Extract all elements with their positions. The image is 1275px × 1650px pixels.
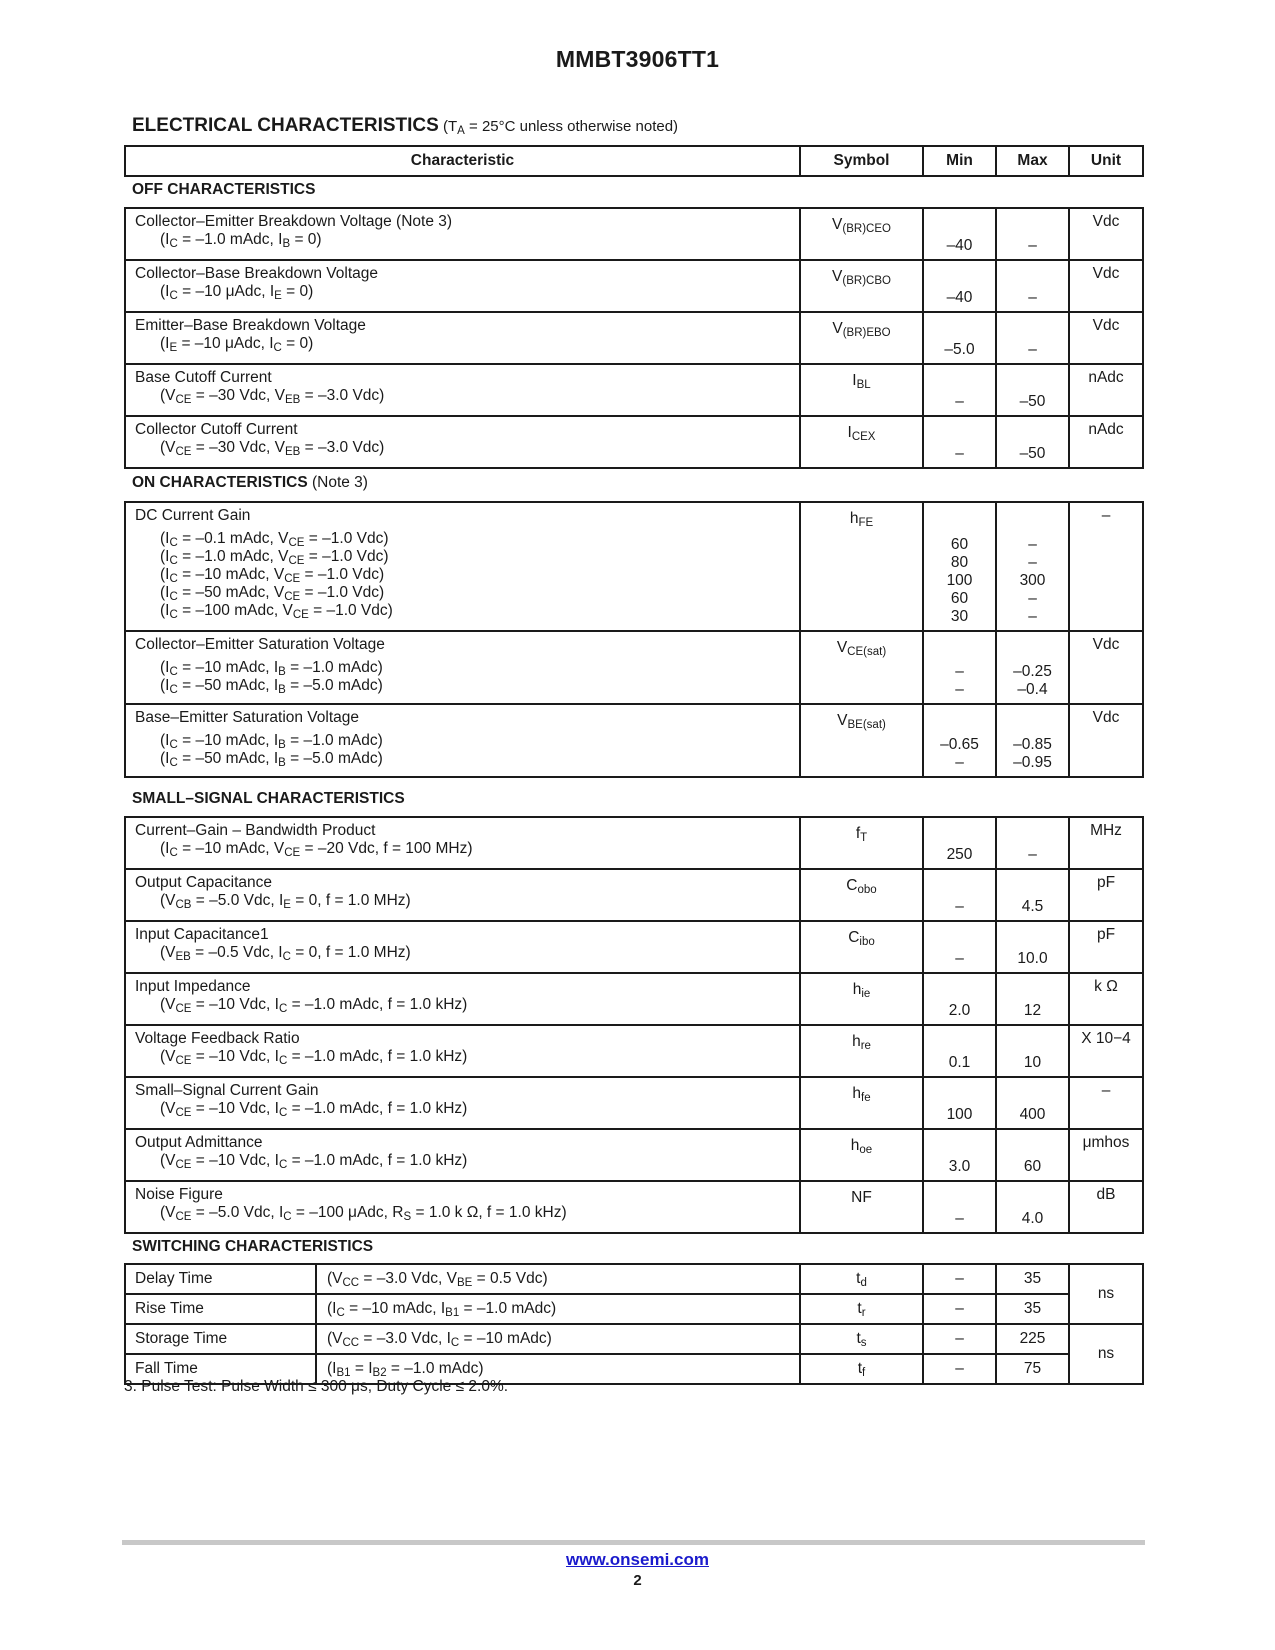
min-cell: – [923,1181,996,1233]
switching-condition-cell: ($I_C = -10$ mAdc, $I_{B1} = -1.0$ mAdc) [316,1294,800,1324]
symbol-cell: $h_{FE}$ [800,502,923,631]
electrical-characteristics-heading [132,115,678,137]
characteristic-cell: Collector Cutoff Current ($V_{CE} = -30$ Vdc, $V_{EB} = -3.0$ Vdc) [125,416,800,468]
characteristic-cell: DC Current Gain ($I_C = -0.1$ mAdc, $V_{CE} = -1.0$ Vdc) ($I_C = -1.0$ mAdc, $V_{CE} = -1.0$ Vdc) ($I_C = -10$ mAdc, $V_{CE} = -1.0$ Vdc) ($I_C = -50$ mAdc, $V_{CE} = -1.0$ Vdc) ($I_C = -100$ mAdc, $V_{CE} = -1.0$ Vdc) [125,502,800,631]
symbol-cell: $I_{CEX}$ [800,416,923,468]
footer-divider [122,1540,1145,1545]
switching-condition-cell: ($V_{CC} = -3.0$ Vdc, $V_{BE} = 0.5$ Vdc) [316,1264,800,1294]
switching-table [124,1263,1144,1385]
table-row [125,1025,1143,1077]
min-cell: – [923,1324,996,1354]
switching-name-cell: Storage Time [125,1324,316,1354]
min-cell: – [923,416,996,468]
unit-cell: – [1069,1077,1143,1129]
page-number: 2 [633,1572,642,1589]
unit-cell: dB [1069,1181,1143,1233]
symbol-cell: $f_T$ [800,817,923,869]
symbol-cell: $t_f$ [800,1354,923,1384]
unit-cell: Vdc [1069,704,1143,777]
max-cell: 75 [996,1354,1069,1384]
symbol-cell: $h_{fe}$ [800,1077,923,1129]
table-row [125,364,1143,416]
symbol-cell: $V_{BE(sat)}$ [800,704,923,777]
min-cell: 250 [923,817,996,869]
section-label-small-signal: SMALL–SIGNAL CHARACTERISTICS [132,790,405,807]
max-cell: 35 [996,1264,1069,1294]
document-title: MMBT3906TT1 [555,46,720,72]
max-cell: 12 [996,973,1069,1025]
symbol-cell: $V_{CE(sat)}$ [800,631,923,704]
symbol-cell: NF [800,1181,923,1233]
unit-cell: pF [1069,921,1143,973]
characteristic-cell: Voltage Feedback Ratio ($V_{CE} = -10$ Vdc, $I_C = -1.0$ mAdc, f = 1.0 kHz) [125,1025,800,1077]
symbol-cell: $h_{re}$ [800,1025,923,1077]
section-label-on: ON CHARACTERISTICS (Note 3) [132,474,368,491]
column-header-symbol: Symbol [800,146,923,176]
min-cell: 60 80 100 60 30 [923,502,996,631]
characteristic-cell: Small–Signal Current Gain ($V_{CE} = -10$ Vdc, $I_C = -1.0$ mAdc, f = 1.0 kHz) [125,1077,800,1129]
unit-cell: Vdc [1069,260,1143,312]
unit-cell: ns [1069,1324,1143,1384]
min-cell: –0.65 – [923,704,996,777]
table-row [125,704,1143,777]
min-cell: 3.0 [923,1129,996,1181]
characteristic-cell: Base–Emitter Saturation Voltage ($I_C = -10$ mAdc, $I_B = -1.0$ mAdc) ($I_C = -50$ mAdc, $I_B = -5.0$ mAdc) [125,704,800,777]
unit-cell: Vdc [1069,631,1143,704]
max-cell: –0.85 –0.95 [996,704,1069,777]
max-cell: –50 [996,416,1069,468]
unit-cell: Vdc [1069,312,1143,364]
max-cell: 35 [996,1294,1069,1324]
max-cell: –0.25 –0.4 [996,631,1069,704]
max-cell: – [996,260,1069,312]
column-header-min: Min [923,146,996,176]
max-cell: – [996,312,1069,364]
column-header-unit: Unit [1069,146,1143,176]
unit-cell: μmhos [1069,1129,1143,1181]
unit-cell: X 10−4 [1069,1025,1143,1077]
column-header-characteristic: Characteristic [125,146,800,176]
characteristic-cell: Emitter–Base Breakdown Voltage ($I_E = -10$ μAdc, $I_C = 0$) [125,312,800,364]
characteristic-cell: Collector–Base Breakdown Voltage ($I_C = -10$ μAdc, $I_E = 0$) [125,260,800,312]
header-table [124,145,1144,177]
max-cell: 225 [996,1324,1069,1354]
table-row [125,502,1143,631]
heading-condition: ($T_A = 25^\circ C$ unless otherwise noted) [443,118,679,137]
footer-website-link[interactable]: www.onsemi.com [566,1550,709,1569]
small-signal-table [124,816,1144,1234]
table-row [125,921,1143,973]
symbol-cell: $V_{(BR)EBO}$ [800,312,923,364]
table-row [125,869,1143,921]
max-cell: –50 [996,364,1069,416]
switching-condition-cell: ($V_{CC} = -3.0$ Vdc, $I_C = -10$ mAdc) [316,1324,800,1354]
max-cell: – [996,208,1069,260]
footnote: 3. Pulse Test: Pulse Width ≤ 300 μs, Duty Cycle ≤ 2.0%. [124,1378,509,1395]
characteristic-cell: Base Cutoff Current ($V_{CE} = -30$ Vdc, $V_{EB} = -3.0$ Vdc) [125,364,800,416]
characteristic-cell: Collector–Emitter Saturation Voltage ($I_C = -10$ mAdc, $I_B = -1.0$ mAdc) ($I_C = -50$ mAdc, $I_B = -5.0$ mAdc) [125,631,800,704]
unit-cell: ns [1069,1264,1143,1324]
table-row [125,631,1143,704]
switching-name-cell: Fall Time [125,1354,316,1384]
min-cell: 0.1 [923,1025,996,1077]
unit-cell: nAdc [1069,416,1143,468]
characteristic-cell: Output Capacitance ($V_{CB} = -5.0$ Vdc, $I_E = 0$, f = 1.0 MHz) [125,869,800,921]
min-cell: – [923,1264,996,1294]
off-characteristics-table [124,207,1144,469]
symbol-cell: $C_{ibo}$ [800,921,923,973]
characteristic-cell: Input Capacitance1 ($V_{EB} = -0.5$ Vdc, $I_C = 0$, f = 1.0 MHz) [125,921,800,973]
characteristic-cell: Noise Figure ($V_{CE} = -5.0$ Vdc, $I_C = -100$ μAdc, $R_S = 1.0$ k Ω, f = 1.0 kHz) [125,1181,800,1233]
heading-bold-text: ELECTRICAL CHARACTERISTICS [132,115,439,136]
max-cell: – – 300 – – [996,502,1069,631]
max-cell: 10 [996,1025,1069,1077]
table-row [125,973,1143,1025]
max-cell: – [996,817,1069,869]
symbol-cell: $t_r$ [800,1294,923,1324]
min-cell: – – [923,631,996,704]
min-cell: 100 [923,1077,996,1129]
table-row [125,1324,1143,1354]
on-characteristics-table [124,501,1144,778]
unit-cell: Vdc [1069,208,1143,260]
section-label-off: OFF CHARACTERISTICS [132,181,316,198]
column-header-max: Max [996,146,1069,176]
switching-name-cell: Delay Time [125,1264,316,1294]
characteristic-cell: Current–Gain – Bandwidth Product ($I_C = -10$ mAdc, $V_{CE} = -20$ Vdc, f = 100 MHz) [125,817,800,869]
table-row [125,416,1143,468]
min-cell: – [923,921,996,973]
table-row [125,1181,1143,1233]
table-row [125,312,1143,364]
switching-condition-cell: ($I_{B1} = I_{B2} = -1.0$ mAdc) [316,1354,800,1384]
unit-cell: nAdc [1069,364,1143,416]
characteristic-cell: Collector–Emitter Breakdown Voltage (Note 3) ($I_C = -1.0$ mAdc, $I_B = 0$) [125,208,800,260]
symbol-cell: $t_s$ [800,1324,923,1354]
symbol-cell: $I_{BL}$ [800,364,923,416]
table-row [125,1077,1143,1129]
symbol-cell: $V_{(BR)CEO}$ [800,208,923,260]
min-cell: –40 [923,208,996,260]
min-cell: –40 [923,260,996,312]
min-cell: – [923,869,996,921]
unit-cell: k Ω [1069,973,1143,1025]
characteristic-cell: Output Admittance ($V_{CE} = -10$ Vdc, $I_C = -1.0$ mAdc, f = 1.0 kHz) [125,1129,800,1181]
min-cell: 2.0 [923,973,996,1025]
unit-cell: MHz [1069,817,1143,869]
table-row [125,260,1143,312]
max-cell: 10.0 [996,921,1069,973]
characteristic-cell: Input Impedance ($V_{CE} = -10$ Vdc, $I_C = -1.0$ mAdc, f = 1.0 kHz) [125,973,800,1025]
min-cell: – [923,364,996,416]
switching-name-cell: Rise Time [125,1294,316,1324]
unit-cell: – [1069,502,1143,631]
max-cell: 60 [996,1129,1069,1181]
unit-cell: pF [1069,869,1143,921]
max-cell: 400 [996,1077,1069,1129]
symbol-cell: $h_{oe}$ [800,1129,923,1181]
symbol-cell: $h_{ie}$ [800,973,923,1025]
min-cell: –5.0 [923,312,996,364]
table-row [125,208,1143,260]
symbol-cell: $C_{obo}$ [800,869,923,921]
min-cell: – [923,1294,996,1324]
table-row [125,1264,1143,1294]
table-row [125,1129,1143,1181]
symbol-cell: $V_{(BR)CBO}$ [800,260,923,312]
table-row [125,1294,1143,1324]
max-cell: 4.0 [996,1181,1069,1233]
max-cell: 4.5 [996,869,1069,921]
min-cell: – [923,1354,996,1384]
symbol-cell: $t_d$ [800,1264,923,1294]
section-label-switching: SWITCHING CHARACTERISTICS [132,1238,374,1255]
table-row [125,817,1143,869]
